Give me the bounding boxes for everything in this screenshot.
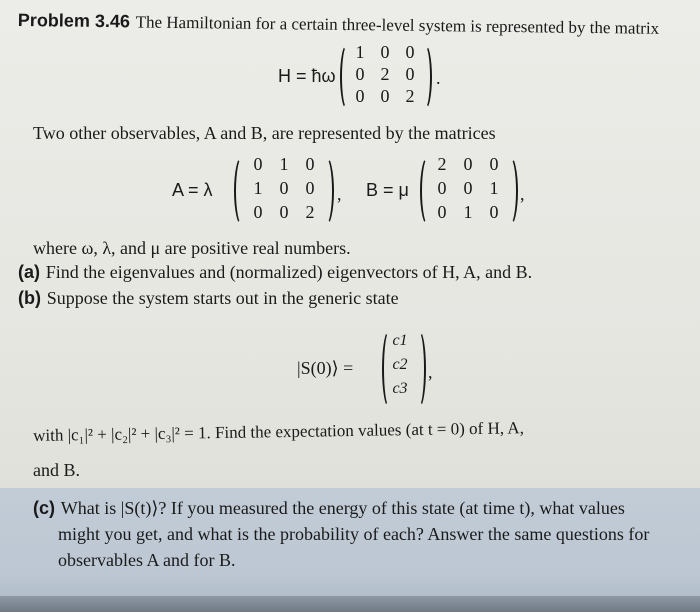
vector-cell: c2 (392, 356, 408, 373)
state-end: , (428, 362, 433, 382)
matrix-b-lhs: B = μ (366, 180, 409, 200)
matrix-cell: 0 (305, 178, 315, 198)
matrix-cell: 0 (489, 202, 499, 222)
hamiltonian-lhs: H = ħω (278, 66, 336, 86)
matrix-a-lhs: A = λ (172, 180, 213, 200)
problem-label: Problem 3.46 (17, 10, 131, 32)
normalization-line2: and B. (33, 460, 80, 480)
part-c-line2: might you get, and what is the probability of each? Answer the same questions for (58, 524, 650, 544)
part-c-text-1: What is |S(t)⟩? If you measured the energy of this state (at time t), what values (60, 498, 625, 518)
part-b-label: (b) (18, 288, 41, 308)
part-a-text: Find the eigenvalues and (normalized) eigenvectors of H, A, and B. (45, 262, 533, 282)
matrix-cell: 0 (279, 202, 289, 222)
matrix-cell: 0 (355, 86, 365, 106)
part-b-text: Suppose the system starts out in the generic state (46, 288, 399, 308)
right-paren (418, 44, 432, 110)
matrix-cell: 2 (380, 64, 390, 84)
matrix-cell: 0 (305, 154, 315, 174)
problem-heading (18, 10, 660, 39)
part-b (18, 288, 399, 309)
matrix-cell: 0 (355, 64, 365, 84)
state-lhs: |S(0)⟩ = (297, 358, 354, 378)
matrix-cell: 0 (437, 178, 447, 198)
problem-statement: The Hamiltonian for a certain three-level system is represented by the matrix (135, 12, 660, 38)
matrix-cell: 0 (437, 202, 447, 222)
matrix-cell: 0 (380, 42, 390, 62)
positive-text: where ω, λ, and μ are positive real numbers. (33, 238, 351, 258)
observables-text: Two other observables, A and B, are represented by the matrices (33, 123, 496, 143)
part-c-label: (c) (33, 498, 55, 518)
page-bottom-edge (0, 596, 700, 612)
matrix-cell: 0 (380, 86, 390, 106)
part-a (18, 262, 532, 283)
matrix-cell: 0 (253, 154, 263, 174)
matrix-cell: 0 (405, 64, 415, 84)
vector-cell: c3 (392, 380, 408, 397)
matrix-cell: 1 (489, 178, 499, 198)
part-a-label: (a) (18, 262, 40, 282)
matrix-cell: 2 (437, 154, 447, 174)
matrix-cell: 2 (305, 202, 315, 222)
right-paren (318, 156, 334, 226)
vector-cell: c1 (392, 332, 408, 349)
normalization-line1: with |c₁|² + |c₂|² + |c₃|² = 1. Find the expectation values (at t = 0) of H, A, (33, 418, 525, 445)
right-paren (502, 156, 518, 226)
matrix-a-end: , (337, 184, 342, 204)
matrix-cell: 1 (279, 154, 289, 174)
matrix-cell: 0 (463, 154, 473, 174)
matrix-cell: 0 (463, 178, 473, 198)
matrix-cell: 0 (253, 202, 263, 222)
matrix-cell: 1 (355, 42, 365, 62)
matrix-b-end: , (520, 184, 525, 204)
matrix-cell: 0 (405, 42, 415, 62)
matrix-cell: 1 (463, 202, 473, 222)
part-c-line3: observables A and for B. (58, 550, 236, 570)
matrix-cell: 1 (253, 178, 263, 198)
hamiltonian-end: . (436, 68, 441, 88)
matrix-cell: 0 (279, 178, 289, 198)
matrix-cell: 0 (489, 154, 499, 174)
right-paren (412, 330, 426, 408)
matrix-cell: 2 (405, 86, 415, 106)
part-c-line1 (33, 498, 625, 519)
